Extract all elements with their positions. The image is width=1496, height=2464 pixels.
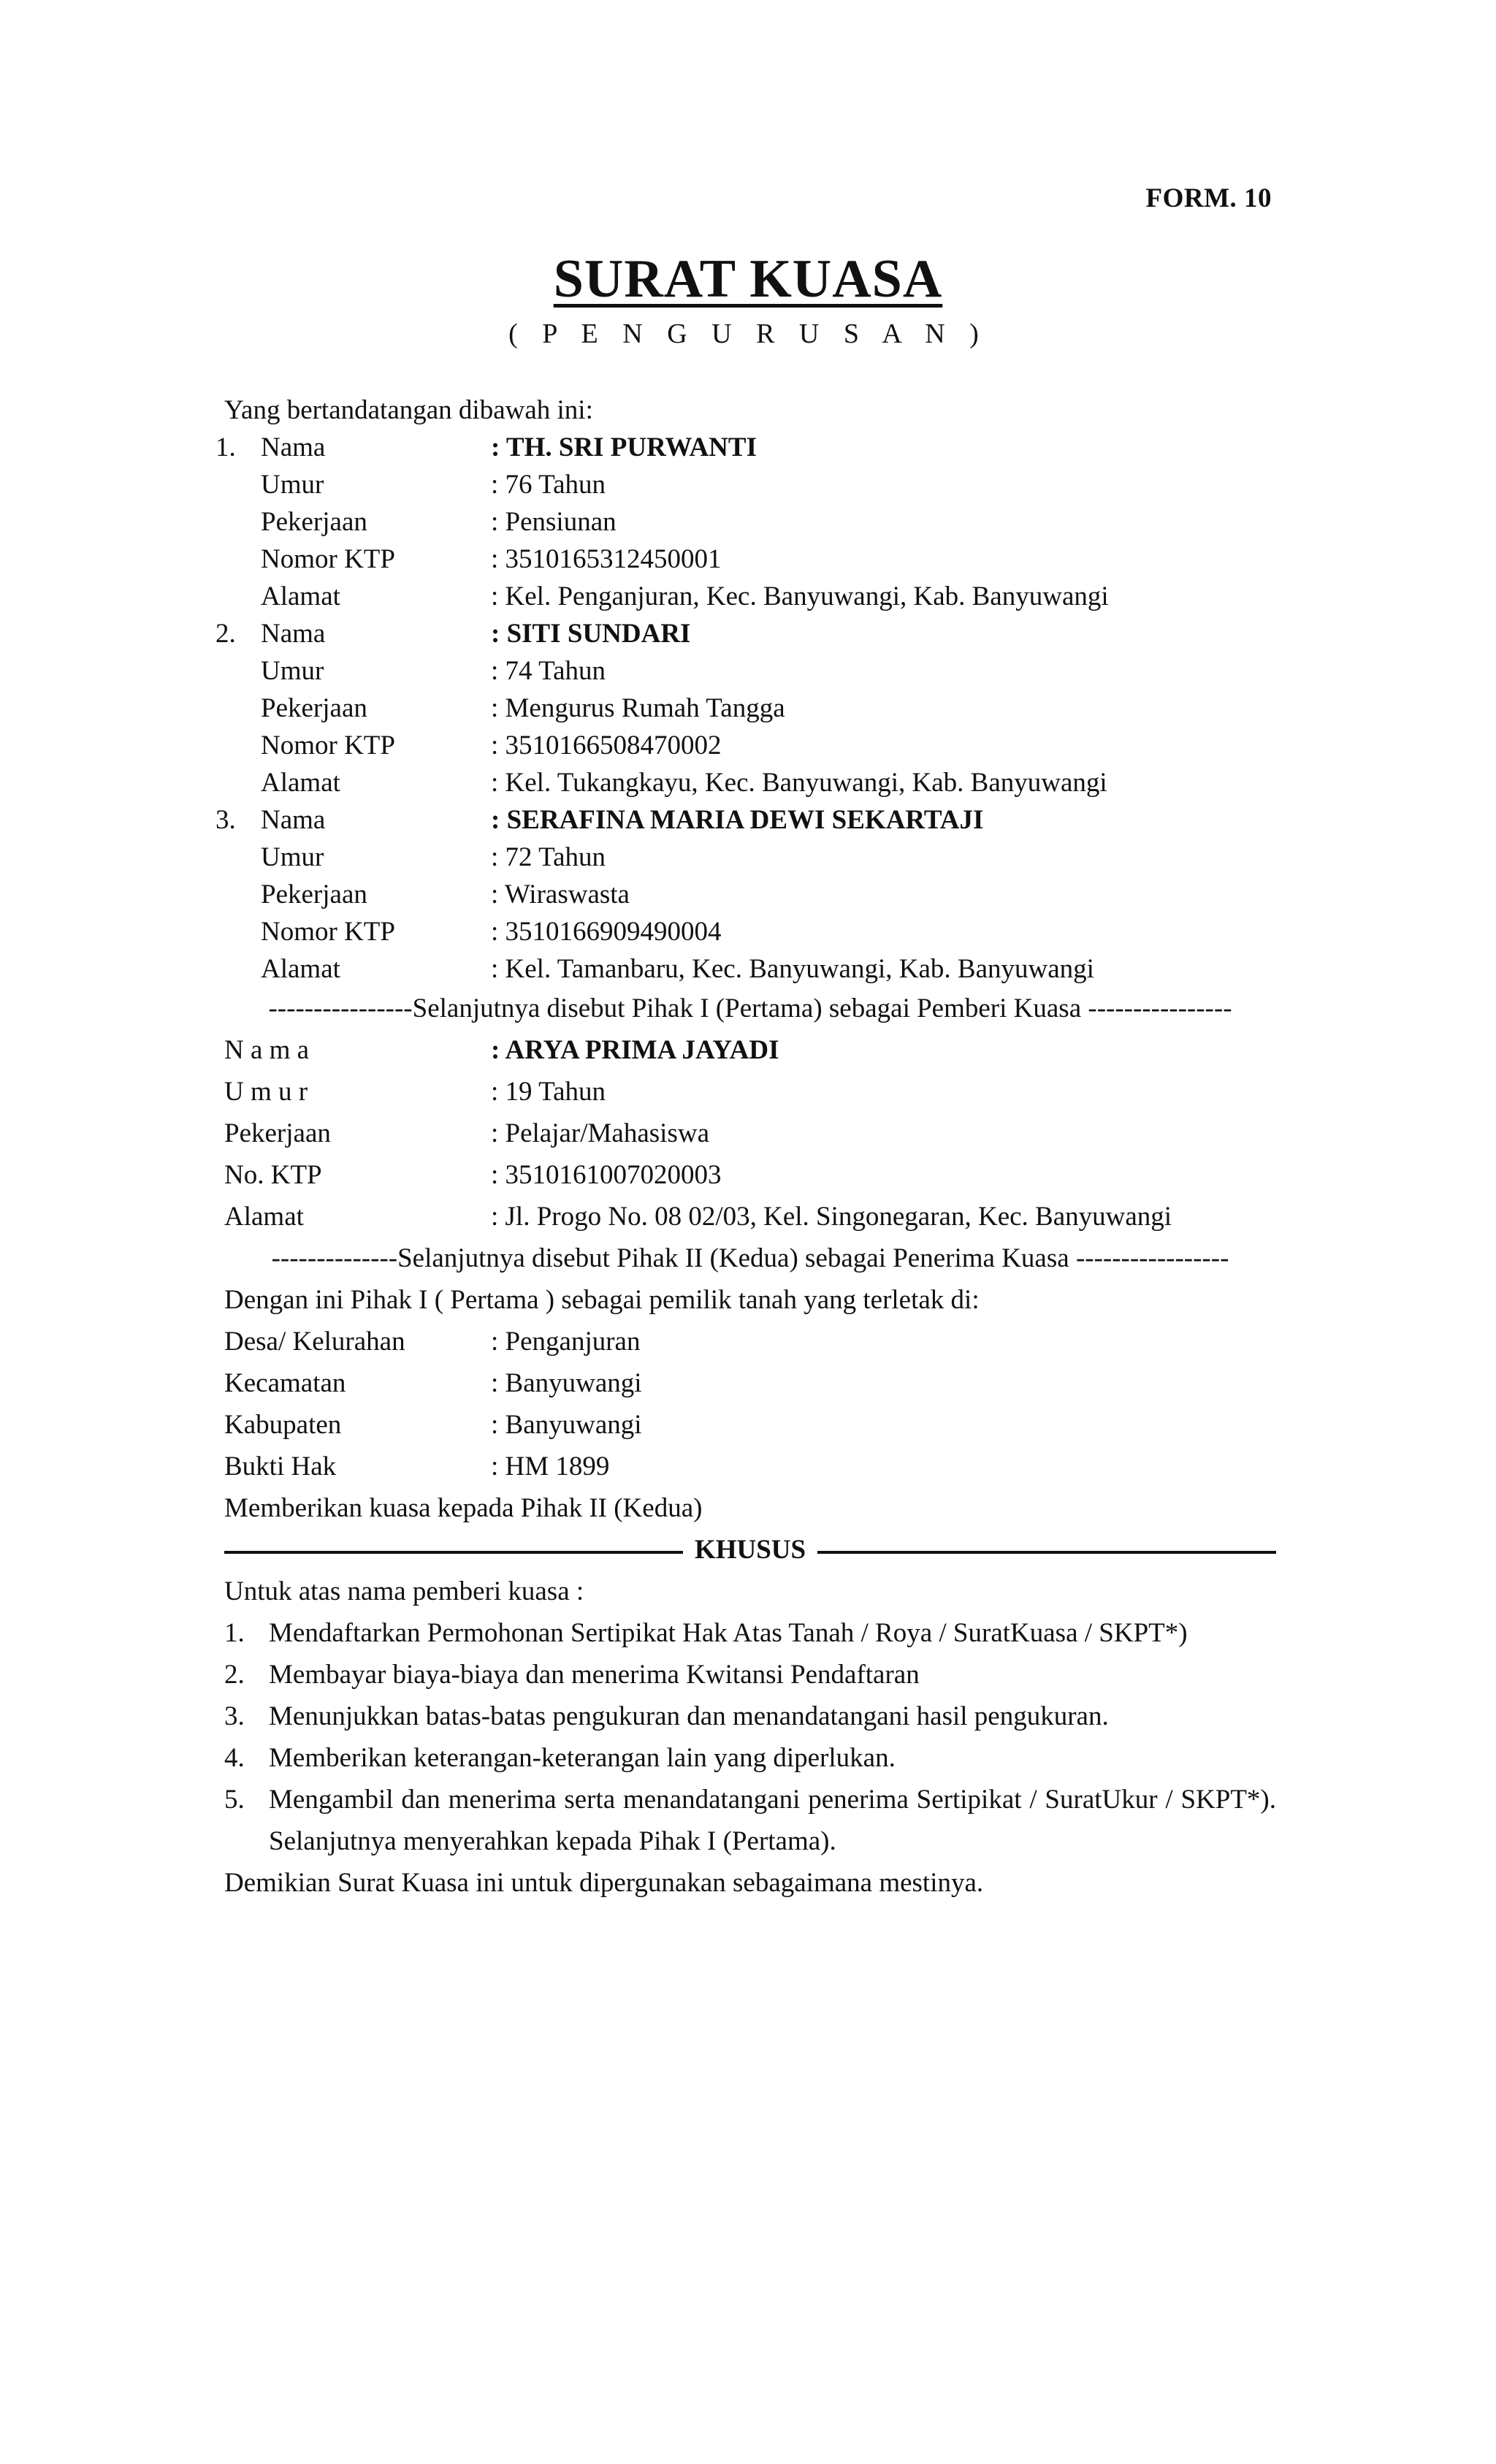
- grantor-name: : SERAFINA MARIA DEWI SEKARTAJI: [491, 805, 984, 835]
- grantee-age: : 19 Tahun: [491, 1077, 606, 1107]
- land-value: : HM 1899: [491, 1452, 610, 1481]
- divider-text: Selanjutnya disebut Pihak II (Kedua) sebagai Penerima Kuasa: [397, 1243, 1069, 1273]
- list-number: 5.: [224, 1785, 245, 1815]
- label-nama: N a m a: [224, 1035, 310, 1065]
- label-alamat: Alamat: [224, 1202, 304, 1232]
- grantor-number: 2.: [215, 619, 236, 649]
- divider-dashes-left: --------------: [271, 1243, 398, 1273]
- list-number: 2.: [224, 1660, 245, 1690]
- title-block: [0, 248, 1496, 350]
- list-item: [224, 1737, 1276, 1779]
- label-ktp: Nomor KTP: [261, 544, 395, 574]
- land-value: : Banyuwangi: [491, 1368, 642, 1398]
- grantor-name: : SITI SUNDARI: [491, 619, 691, 649]
- khusus-divider: [224, 1529, 1276, 1571]
- grantee-section: [224, 1029, 1276, 1237]
- grantor-occupation: : Pensiunan: [491, 507, 617, 537]
- khusus-heading: KHUSUS: [683, 1535, 817, 1565]
- list-text: Menunjukkan batas-batas pengukuran dan menandatangani hasil pengukuran.: [269, 1701, 1109, 1731]
- label-ktp: No. KTP: [224, 1160, 322, 1190]
- grantor-1: [215, 429, 1276, 615]
- label-alamat: Alamat: [261, 954, 340, 984]
- divider-pihak-1: [224, 988, 1276, 1029]
- land-value: : Banyuwangi: [491, 1410, 642, 1440]
- intro-line: [224, 392, 1276, 429]
- document-subtitle: ( P E N G U R U S A N ): [508, 319, 988, 349]
- land-intro: Dengan ini Pihak I ( Pertama ) sebagai pemilik tanah yang terletak di:: [224, 1285, 980, 1315]
- grantor-number: 1.: [215, 432, 236, 462]
- land-label: Kecamatan: [224, 1368, 346, 1398]
- list-number: 4.: [224, 1743, 245, 1773]
- label-umur: Umur: [261, 470, 324, 500]
- grantee-ktp: : 3510161007020003: [491, 1160, 722, 1190]
- label-pekerjaan: Pekerjaan: [261, 880, 367, 909]
- label-pekerjaan: Pekerjaan: [224, 1118, 331, 1148]
- grantor-age: : 76 Tahun: [491, 470, 606, 500]
- land-label: Bukti Hak: [224, 1452, 337, 1481]
- grantor-ktp: : 3510166909490004: [491, 917, 722, 947]
- grantor-3: [215, 801, 1276, 988]
- label-nama: Nama: [261, 805, 326, 835]
- grantee-occupation: : Pelajar/Mahasiswa: [491, 1118, 709, 1148]
- divider-dashes-left: ----------------: [268, 993, 413, 1023]
- land-section: [224, 1321, 1276, 1487]
- grantor-address: : Kel. Penganjuran, Kec. Banyuwangi, Kab. Banyuwangi: [491, 581, 1109, 611]
- list-text: Membayar biaya-biaya dan menerima Kwitansi Pendaftaran: [269, 1660, 920, 1690]
- list-number: 1.: [224, 1618, 245, 1648]
- grantor-occupation: : Wiraswasta: [491, 880, 630, 909]
- label-alamat: Alamat: [261, 768, 340, 798]
- land-value: : Penganjuran: [491, 1327, 641, 1357]
- list-text: Mendaftarkan Permohonan Sertipikat Hak Atas Tanah / Roya / SuratKuasa / SKPT*): [269, 1618, 1188, 1648]
- divider-dashes-right: -----------------: [1075, 1243, 1229, 1273]
- label-pekerjaan: Pekerjaan: [261, 693, 367, 723]
- grantor-number: 3.: [215, 805, 236, 835]
- intro-text: Yang bertandatangan dibawah ini:: [224, 395, 593, 425]
- land-label: Desa/ Kelurahan: [224, 1327, 405, 1357]
- land-label: Kabupaten: [224, 1410, 342, 1440]
- authority-intro: Untuk atas nama pemberi kuasa :: [224, 1576, 584, 1606]
- grantee-address: : Jl. Progo No. 08 02/03, Kel. Singonegaran, Kec. Banyuwangi: [491, 1202, 1172, 1232]
- list-item: [224, 1696, 1276, 1737]
- grantee-name: : ARYA PRIMA JAYADI: [491, 1035, 779, 1065]
- list-item: [224, 1612, 1276, 1654]
- label-ktp: Nomor KTP: [261, 731, 395, 760]
- label-umur: Umur: [261, 842, 324, 872]
- label-nama: Nama: [261, 619, 326, 649]
- grantor-ktp: : 3510165312450001: [491, 544, 722, 574]
- label-ktp: Nomor KTP: [261, 917, 395, 947]
- grantor-age: : 72 Tahun: [491, 842, 606, 872]
- grant-statement: Memberikan kuasa kepada Pihak II (Kedua): [224, 1493, 703, 1523]
- grantor-2: [215, 615, 1276, 801]
- grantor-age: : 74 Tahun: [491, 656, 606, 686]
- list-text: Mengambil dan menerima serta menandatangani penerima Sertipikat / SuratUkur / SKPT*). Selanjutnya menyerahkan kepada Pihak I (Pertama).: [269, 1785, 1276, 1856]
- grantor-name: : TH. SRI PURWANTI: [491, 432, 757, 462]
- document-title: SURAT KUASA: [553, 249, 943, 309]
- form-number: FORM. 10: [1145, 183, 1272, 213]
- list-item: [224, 1654, 1276, 1696]
- list-text: Memberikan keterangan-keterangan lain yang diperlukan.: [269, 1743, 896, 1773]
- label-alamat: Alamat: [261, 581, 340, 611]
- divider-pihak-2: [224, 1237, 1276, 1279]
- list-number: 3.: [224, 1701, 245, 1731]
- label-pekerjaan: Pekerjaan: [261, 507, 367, 537]
- list-item: [224, 1779, 1276, 1862]
- closing-statement: Demikian Surat Kuasa ini untuk dipergunakan sebagaimana mestinya.: [224, 1868, 984, 1898]
- grantor-ktp: : 3510166508470002: [491, 731, 722, 760]
- divider-dashes-right: ----------------: [1088, 993, 1232, 1023]
- grantor-occupation: : Mengurus Rumah Tangga: [491, 693, 785, 723]
- authority-list: [224, 1612, 1276, 1862]
- divider-text: Selanjutnya disebut Pihak I (Pertama) sebagai Pemberi Kuasa: [412, 993, 1082, 1023]
- grantor-address: : Kel. Tukangkayu, Kec. Banyuwangi, Kab. Banyuwangi: [491, 768, 1107, 798]
- label-nama: Nama: [261, 432, 326, 462]
- document-body: [215, 392, 1276, 1904]
- grantor-address: : Kel. Tamanbaru, Kec. Banyuwangi, Kab. Banyuwangi: [491, 954, 1094, 984]
- khusus-heading-wrap: [224, 1529, 1276, 1571]
- label-umur: U m u r: [224, 1077, 308, 1107]
- label-umur: Umur: [261, 656, 324, 686]
